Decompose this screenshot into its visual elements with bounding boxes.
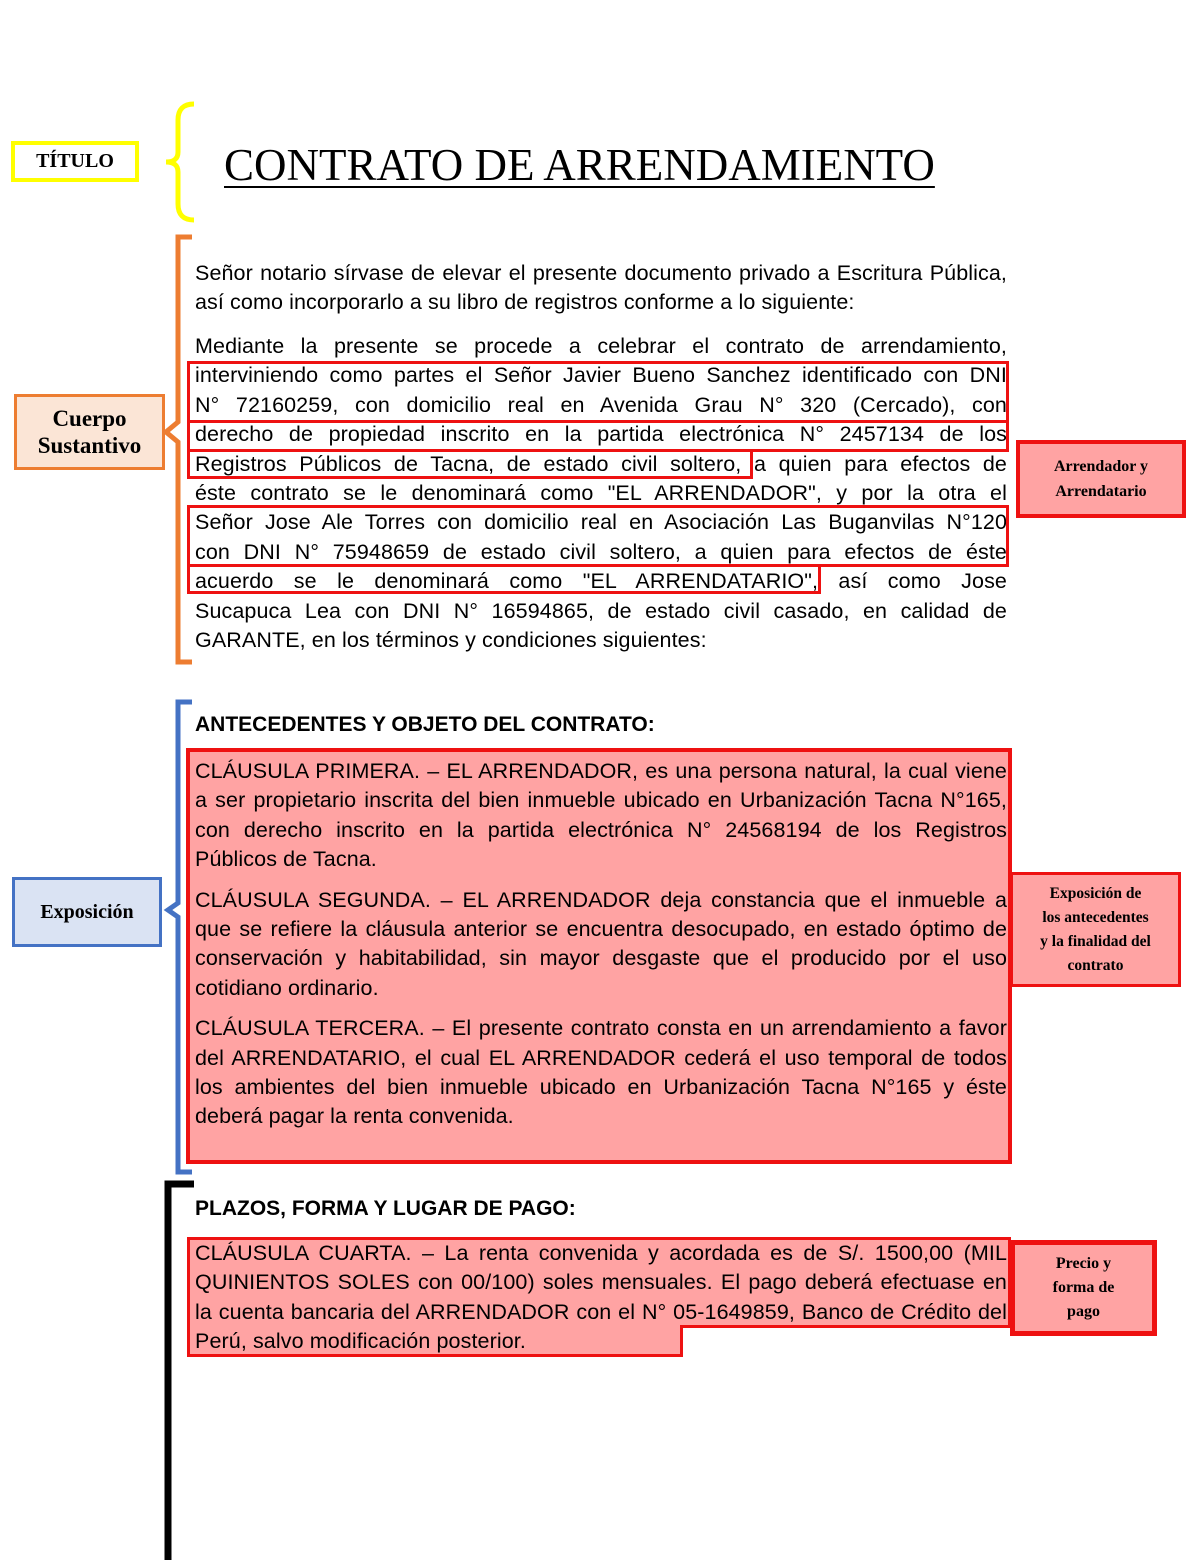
titulo-label-text: TÍTULO xyxy=(36,150,114,172)
body-line-5: Registros Públicos de Tacna, de estado civil soltero, a quien para efectos de xyxy=(195,451,1007,476)
document-title: CONTRATO DE ARRENDAMIENTO xyxy=(224,140,935,190)
arrendador-label-line1: Arrendador y xyxy=(1053,458,1149,475)
body-line-9: acuerdo se le denominará como "EL ARRENDATARIO", así como Jose xyxy=(195,569,1007,594)
precio-label-line1: Precio y xyxy=(1055,1255,1112,1272)
exposicion-label-text: Exposición xyxy=(40,900,134,923)
body-line-11: GARANTE, en los términos y condiciones siguientes: xyxy=(195,628,707,653)
titulo-bracket xyxy=(160,100,200,225)
clause-cuarta: CLÁUSULA CUARTA. – La renta convenida y acordada es de S/. 1500,00 (MIL QUINIENTOS SOLES con 00/100) soles mensuales. El pago deberá efectuase en la cuenta bancaria del ARRENDADOR con el N° 05-1649859, Banco de Crédito del Perú, salvo modificación posterior. xyxy=(195,1241,1007,1354)
clause-segunda: CLÁUSULA SEGUNDA. – EL ARRENDADOR deja constancia que el inmueble a que se refiere la cláusula anterior se encuentra desocupado, en estado óptimo de conservación y habitabilidad, sin mayor desgaste que el producido por el uso cotidiano ordinario. xyxy=(195,887,1007,1000)
arrendador-highlight xyxy=(187,361,1009,423)
arrendador-arrendatario-label xyxy=(1016,440,1186,518)
body-line-1: Mediante la presente se procede a celebrar el contrato de arrendamiento, xyxy=(195,334,1007,358)
clause-tercera: CLÁUSULA TERCERA. – El presente contrato consta en un arrendamiento a favor del ARRENDATARIO, el cual EL ARRENDADOR cederá el uso temporal de todos los ambientes del bien inmueble ubicado en Urbanización Tacna N°165 y éste deberá pagar la renta convenida. xyxy=(195,1016,1007,1129)
arrendatario-highlight-tail xyxy=(187,564,821,594)
precio-label-line3: pago xyxy=(1067,1303,1100,1320)
arrendador-highlight-tail xyxy=(187,449,753,479)
section1-heading: ANTECEDENTES Y OBJETO DEL CONTRATO: xyxy=(195,713,655,736)
section2-heading: PLAZOS, FORMA Y LUGAR DE PAGO: xyxy=(195,1197,576,1220)
body-line-10: Sucapuca Lea con DNI N° 16594865, de estado civil casado, en calidad de xyxy=(195,598,1007,623)
exposicion-label xyxy=(12,877,162,947)
body-line-3: N° 72160259, con domicilio real en Avenida Grau N° 320 (Cercado), con xyxy=(195,392,1007,417)
expo-ant-line4: contrato xyxy=(1067,956,1124,974)
clauses-block xyxy=(195,757,1007,1143)
body-line-6: éste contrato se le denominará como "EL ARRENDADOR", y por la otra el xyxy=(195,481,1007,506)
arrendatario-highlight xyxy=(187,505,1009,567)
body-line-7: Señor Jose Ale Torres con domicilio real en Asociación Las Buganvilas N°120 xyxy=(195,510,1007,535)
cuerpo-sustantivo-label xyxy=(14,394,165,470)
exposicion-antecedentes-label xyxy=(1010,872,1181,987)
body-line-4: derecho de propiedad inscrito en la partida electrónica N° 2457134 de los xyxy=(195,422,1007,447)
precio-forma-pago-label xyxy=(1010,1240,1157,1336)
cuerpo-label-line2: Sustantivo xyxy=(37,433,142,458)
body-line-8: con DNI N° 75948659 de estado civil soltero, a quien para efectos de éste xyxy=(195,539,1007,564)
arrendador-label-line2: Arrendatario xyxy=(1055,483,1147,500)
titulo-label xyxy=(11,141,139,182)
body-line-2: interviniendo como partes el Señor Javier Bueno Sanchez identificado con DNI xyxy=(195,363,1007,388)
precio-label-line2: forma de xyxy=(1052,1279,1115,1296)
expo-ant-line1: Exposición de xyxy=(1049,884,1142,902)
expo-ant-line2: los antecedentes xyxy=(1042,908,1149,926)
arrendador-highlight-lower xyxy=(187,420,1009,452)
clause-primera: CLÁUSULA PRIMERA. – EL ARRENDADOR, es una persona natural, la cual viene a ser propietario inscrita del bien inmueble ubicado en Urbanización Tacna N°165, con derecho inscrito en la partida electrónica N° 24568194 de los Registros Públicos de Tacna. xyxy=(195,759,1007,872)
intro-paragraph: Señor notario sírvase de elevar el presente documento privado a Escritura Pública, así como incorporarlo a su libro de registros conforme a lo siguiente: xyxy=(195,261,1007,315)
expo-ant-line3: y la finalidad del xyxy=(1040,932,1151,950)
cuerpo-label-line1: Cuerpo xyxy=(52,406,127,431)
